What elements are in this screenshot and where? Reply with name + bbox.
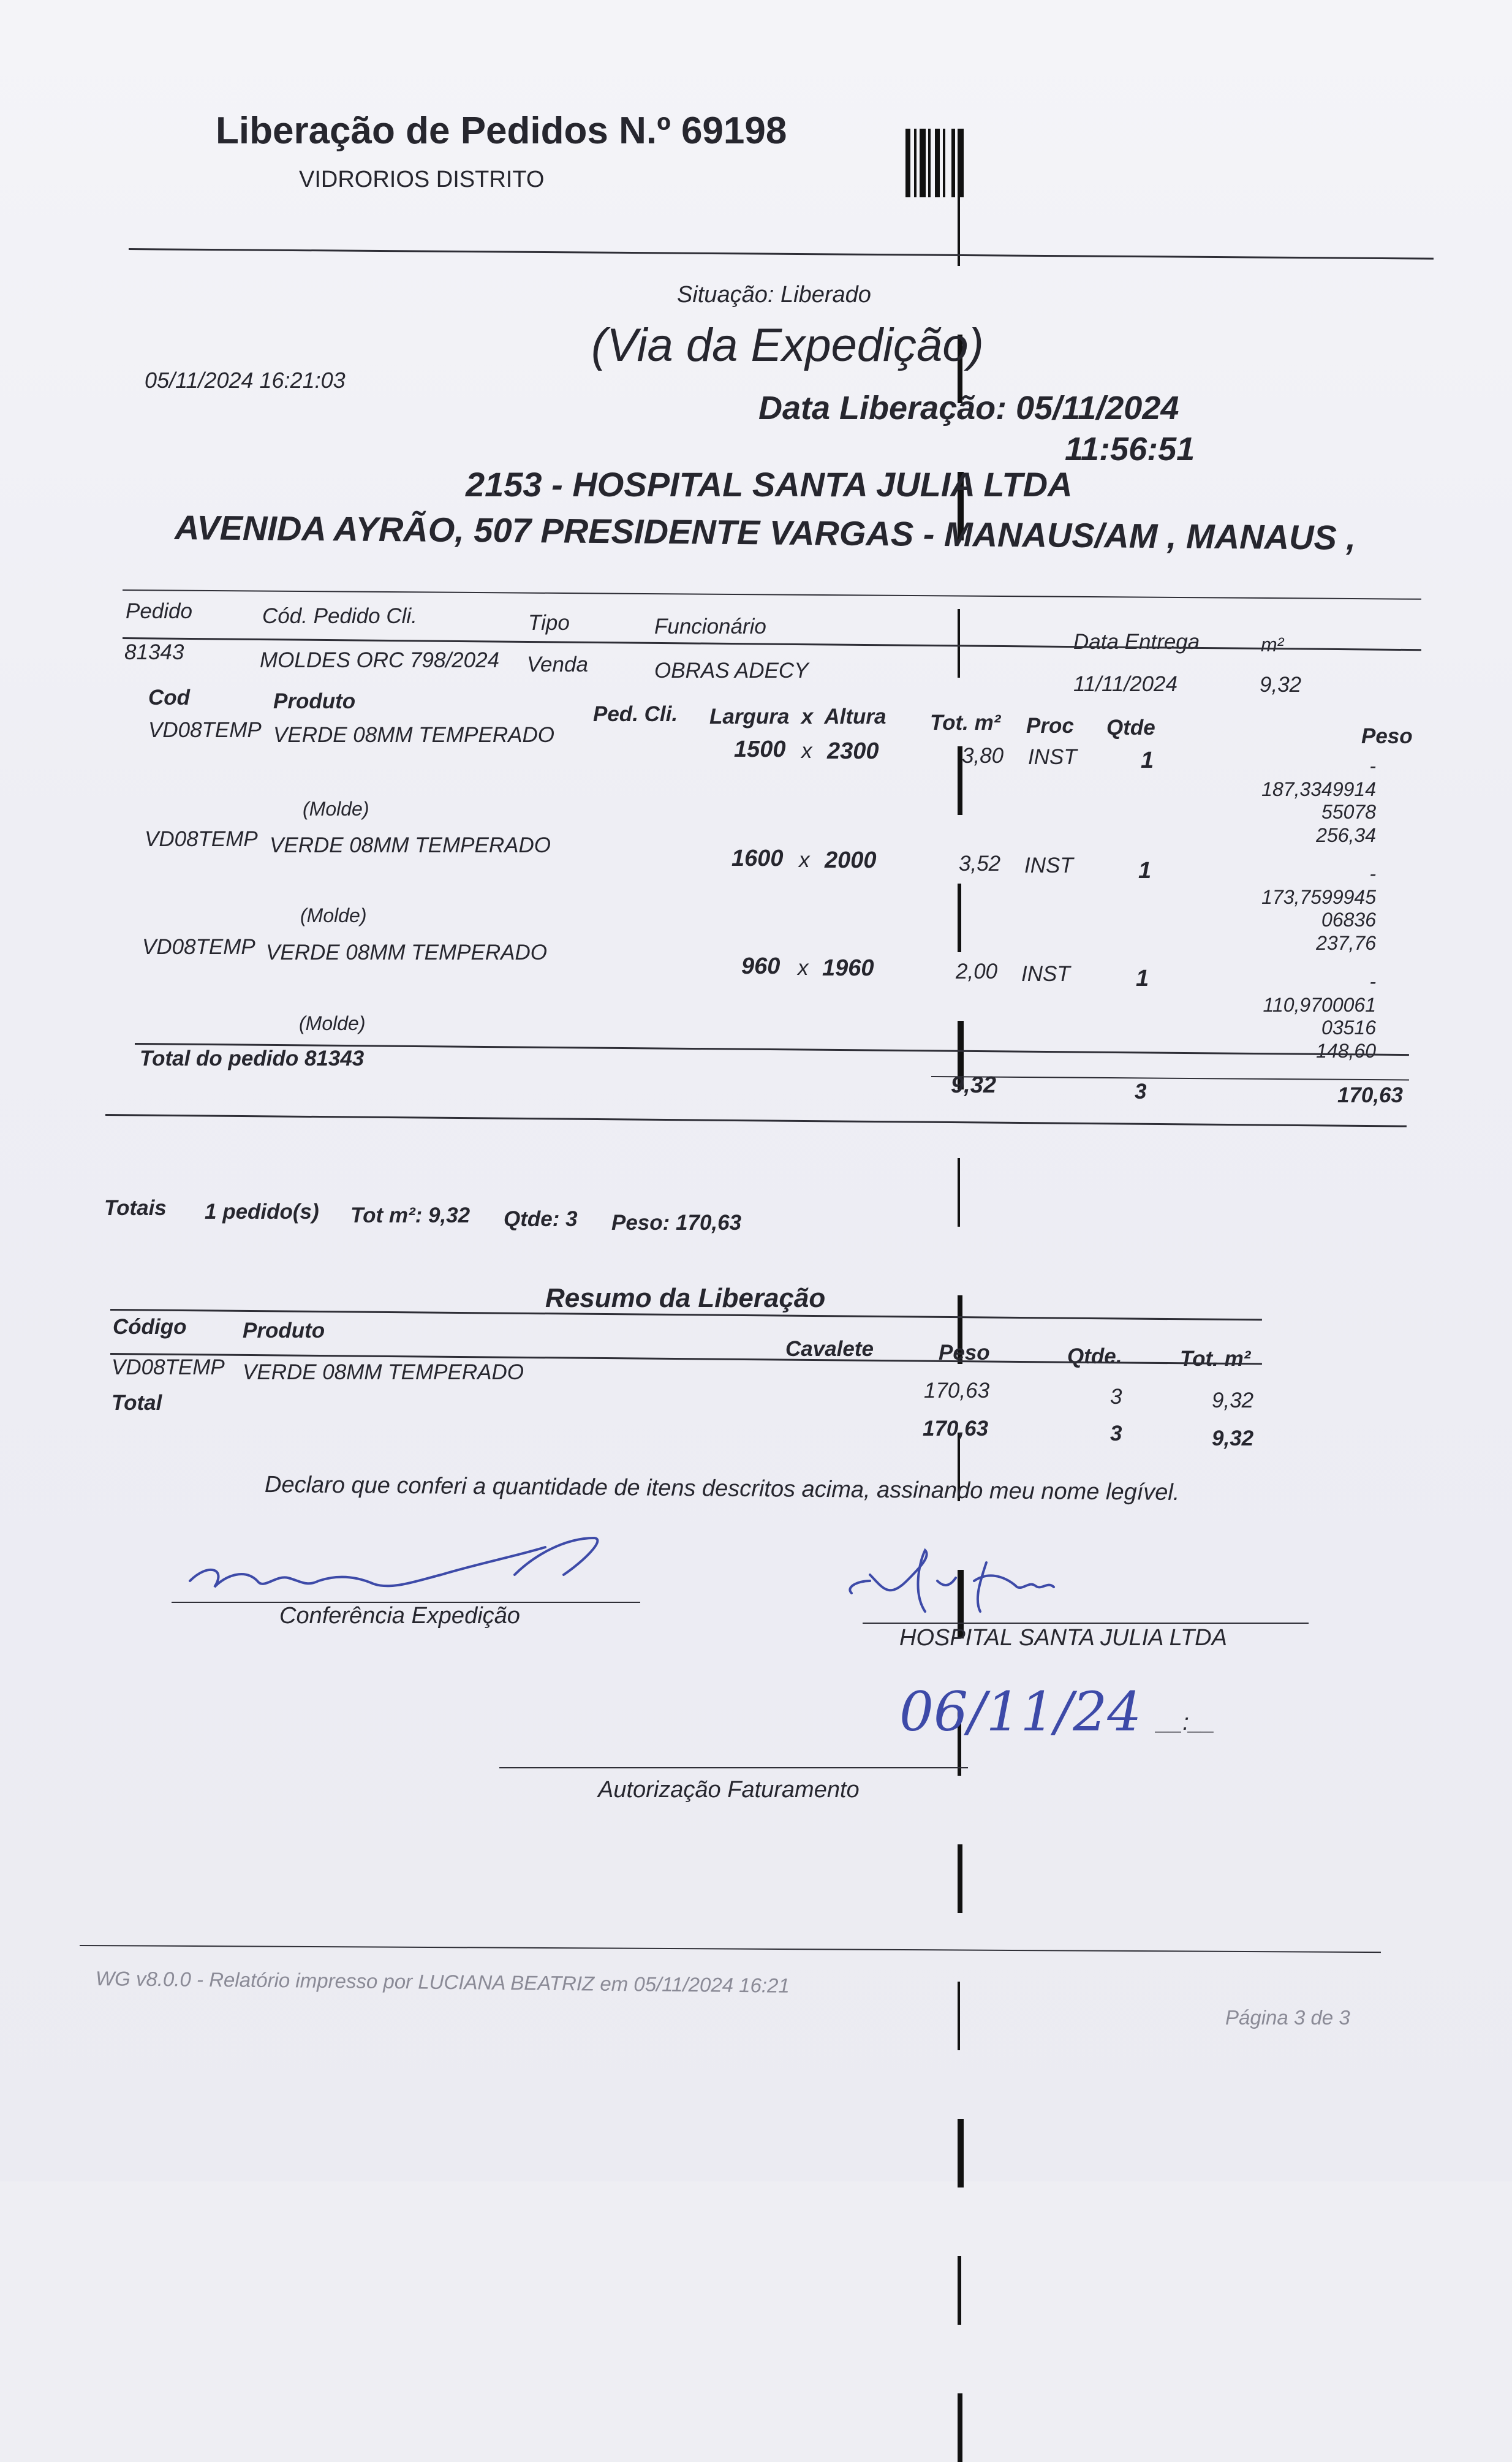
item-produto: VERDE 08MM TEMPERADO: [273, 723, 554, 747]
item-largura: 960: [741, 953, 781, 979]
resumo-peso: 170,63: [924, 1379, 990, 1403]
item-x: x: [798, 956, 809, 980]
item-altura: 2300: [827, 738, 879, 764]
col-cod: Cod: [148, 686, 191, 710]
value-data-entrega: 11/11/2024: [1073, 672, 1177, 696]
label-tipo: Tipo: [528, 611, 570, 635]
item-largura: 1600: [731, 846, 784, 871]
value-cod-pedido-cli: MOLDES ORC 798/2024: [260, 648, 500, 672]
order-total-peso: 170,63: [1337, 1083, 1403, 1107]
col-qtde: Qtde: [1106, 716, 1155, 740]
item-cod: VD08TEMP: [142, 935, 255, 959]
item-peso-line: 256,34: [1316, 824, 1376, 846]
item-proc: INST: [1021, 962, 1070, 986]
item-proc: INST: [1028, 745, 1077, 769]
resumo-total-tot-m2: 9,32: [1212, 1426, 1254, 1450]
item-peso-line: -: [1369, 863, 1376, 885]
total-sub-rule: [931, 1076, 1409, 1080]
totais-peso: Peso: 170,63: [611, 1211, 742, 1235]
order-top-rule: [123, 589, 1421, 600]
conferencia-label: Conferência Expedição: [279, 1603, 520, 1629]
data-liberacao: Data Liberação: 05/11/2024: [758, 390, 1179, 426]
item-tot-m2: 3,80: [962, 744, 1004, 768]
order-total-label: Total do pedido 81343: [140, 1047, 365, 1070]
item-altura: 2000: [825, 847, 877, 873]
label-data-entrega: Data Entrega: [1073, 630, 1200, 654]
client-address: AVENIDA AYRÃO, 507 PRESIDENTE VARGAS - MANAUS/AM , MANAUS ,: [174, 508, 1356, 557]
autorizacao-label: Autorização Faturamento: [598, 1777, 860, 1803]
resumo-total-peso: 170,63: [923, 1417, 989, 1441]
value-pedido: 81343: [124, 640, 184, 664]
item-peso-line: 55078: [1321, 801, 1376, 823]
situacao-text: Situação: Liberado: [677, 282, 871, 308]
item-altura: 1960: [822, 955, 874, 981]
resumo-col-peso: Peso: [939, 1341, 990, 1365]
item-largura: 1500: [734, 737, 786, 762]
item-cod: VD08TEMP: [145, 827, 258, 851]
value-funcionario: OBRAS ADECY: [654, 659, 809, 683]
col-produto: Produto: [273, 689, 356, 713]
totais-qtde: Qtde: 3: [504, 1207, 578, 1231]
label-pedido: Pedido: [126, 599, 192, 623]
value-m2: 9,32: [1260, 673, 1302, 697]
item-qtde: 1: [1141, 748, 1154, 773]
item-tot-m2: 2,00: [956, 960, 998, 983]
col-ped-cli: Ped. Cli.: [593, 702, 678, 726]
barcode-image: [905, 129, 1137, 197]
company-name: VIDRORIOS DISTRITO: [299, 167, 545, 192]
resumo-title: Resumo da Liberação: [545, 1283, 826, 1313]
footer-rule: [80, 1945, 1381, 1953]
totais-m2: Tot m²: 9,32: [350, 1203, 471, 1227]
order-total-qtde: 3: [1135, 1080, 1147, 1104]
signature-line-cliente: [863, 1623, 1309, 1624]
resumo-codigo: VD08TEMP: [112, 1355, 225, 1379]
handwritten-date: 06/11/24: [899, 1680, 1142, 1743]
resumo-produto: VERDE 08MM TEMPERADO: [243, 1360, 524, 1384]
item-peso-line: 148,60: [1316, 1040, 1376, 1062]
item-peso-line: 237,76: [1316, 932, 1376, 954]
footer-printed-by: WG v8.0.0 - Relatório impresso por LUCIANA BEATRIZ em 05/11/2024 16:21: [95, 1967, 790, 1997]
col-tot-m2: Tot. m²: [930, 711, 1001, 735]
order-total-m2: 9,32: [951, 1072, 996, 1098]
client-name: 2153 - HOSPITAL SANTA JULIA LTDA: [466, 465, 1073, 504]
item-proc: INST: [1024, 854, 1073, 877]
resumo-col-qtde: Qtde.: [1067, 1344, 1122, 1368]
item-peso-line: -: [1369, 971, 1376, 993]
item-peso-line: 173,7599945: [1261, 886, 1376, 908]
value-tipo: Venda: [527, 653, 588, 676]
resumo-total-qtde: 3: [1110, 1422, 1122, 1445]
resumo-col-produto: Produto: [243, 1319, 325, 1343]
printed-timestamp: 05/11/2024 16:21:03: [145, 368, 346, 393]
header-divider: [129, 248, 1434, 260]
col-peso: Peso: [1361, 724, 1413, 748]
item-molde: (Molde): [303, 798, 369, 820]
item-qtde: 1: [1136, 966, 1149, 991]
label-cod-pedido-cli: Cód. Pedido Cli.: [262, 604, 417, 628]
signature-line-autorizacao: [499, 1767, 968, 1768]
declaration-text: Declaro que conferi a quantidade de itens descritos acima, assinando meu nome legível.: [264, 1472, 1180, 1506]
cliente-label: HOSPITAL SANTA JULIA LTDA: [899, 1625, 1227, 1651]
item-peso-line: 187,3349914: [1261, 778, 1376, 800]
item-peso-line: 110,9700061: [1263, 994, 1376, 1016]
item-x: x: [801, 739, 812, 763]
item-peso-line: 06836: [1321, 909, 1376, 931]
item-molde: (Molde): [299, 1012, 366, 1034]
resumo-tot-m2: 9,32: [1212, 1388, 1254, 1412]
item-produto: VERDE 08MM TEMPERADO: [270, 833, 551, 857]
resumo-col-cavalete: Cavalete: [785, 1337, 874, 1361]
totais-label: Totais: [104, 1196, 167, 1220]
total-bottom-rule: [105, 1114, 1407, 1127]
label-funcionario: Funcionário: [654, 615, 766, 638]
label-m2: m²: [1261, 634, 1284, 656]
item-tot-m2: 3,52: [959, 852, 1001, 876]
item-peso-line: -: [1369, 755, 1376, 777]
signature-cliente: [833, 1544, 1140, 1624]
col-proc: Proc: [1026, 714, 1074, 738]
item-qtde: 1: [1138, 858, 1152, 884]
resumo-qtde: 3: [1110, 1385, 1122, 1409]
resumo-col-codigo: Código: [113, 1315, 187, 1339]
via-label: (Via da Expedição): [591, 319, 984, 371]
hora-liberacao: 11:56:51: [1065, 431, 1195, 468]
item-peso-line: 03516: [1321, 1017, 1376, 1039]
item-x: x: [799, 848, 810, 872]
footer-page-number: Página 3 de 3: [1225, 2006, 1350, 2029]
col-largura-altura: Largura x Altura: [709, 705, 886, 729]
resumo-total-label: Total: [112, 1391, 162, 1415]
time-blank: __:__: [1157, 1710, 1215, 1735]
item-molde: (Molde): [300, 904, 367, 926]
totais-pedidos: 1 pedido(s): [205, 1200, 319, 1224]
resumo-col-tot-m2: Tot. m²: [1180, 1347, 1251, 1371]
item-produto: VERDE 08MM TEMPERADO: [266, 941, 547, 964]
document-title: Liberação de Pedidos N.º 69198: [216, 110, 787, 152]
item-cod: VD08TEMP: [148, 718, 262, 742]
